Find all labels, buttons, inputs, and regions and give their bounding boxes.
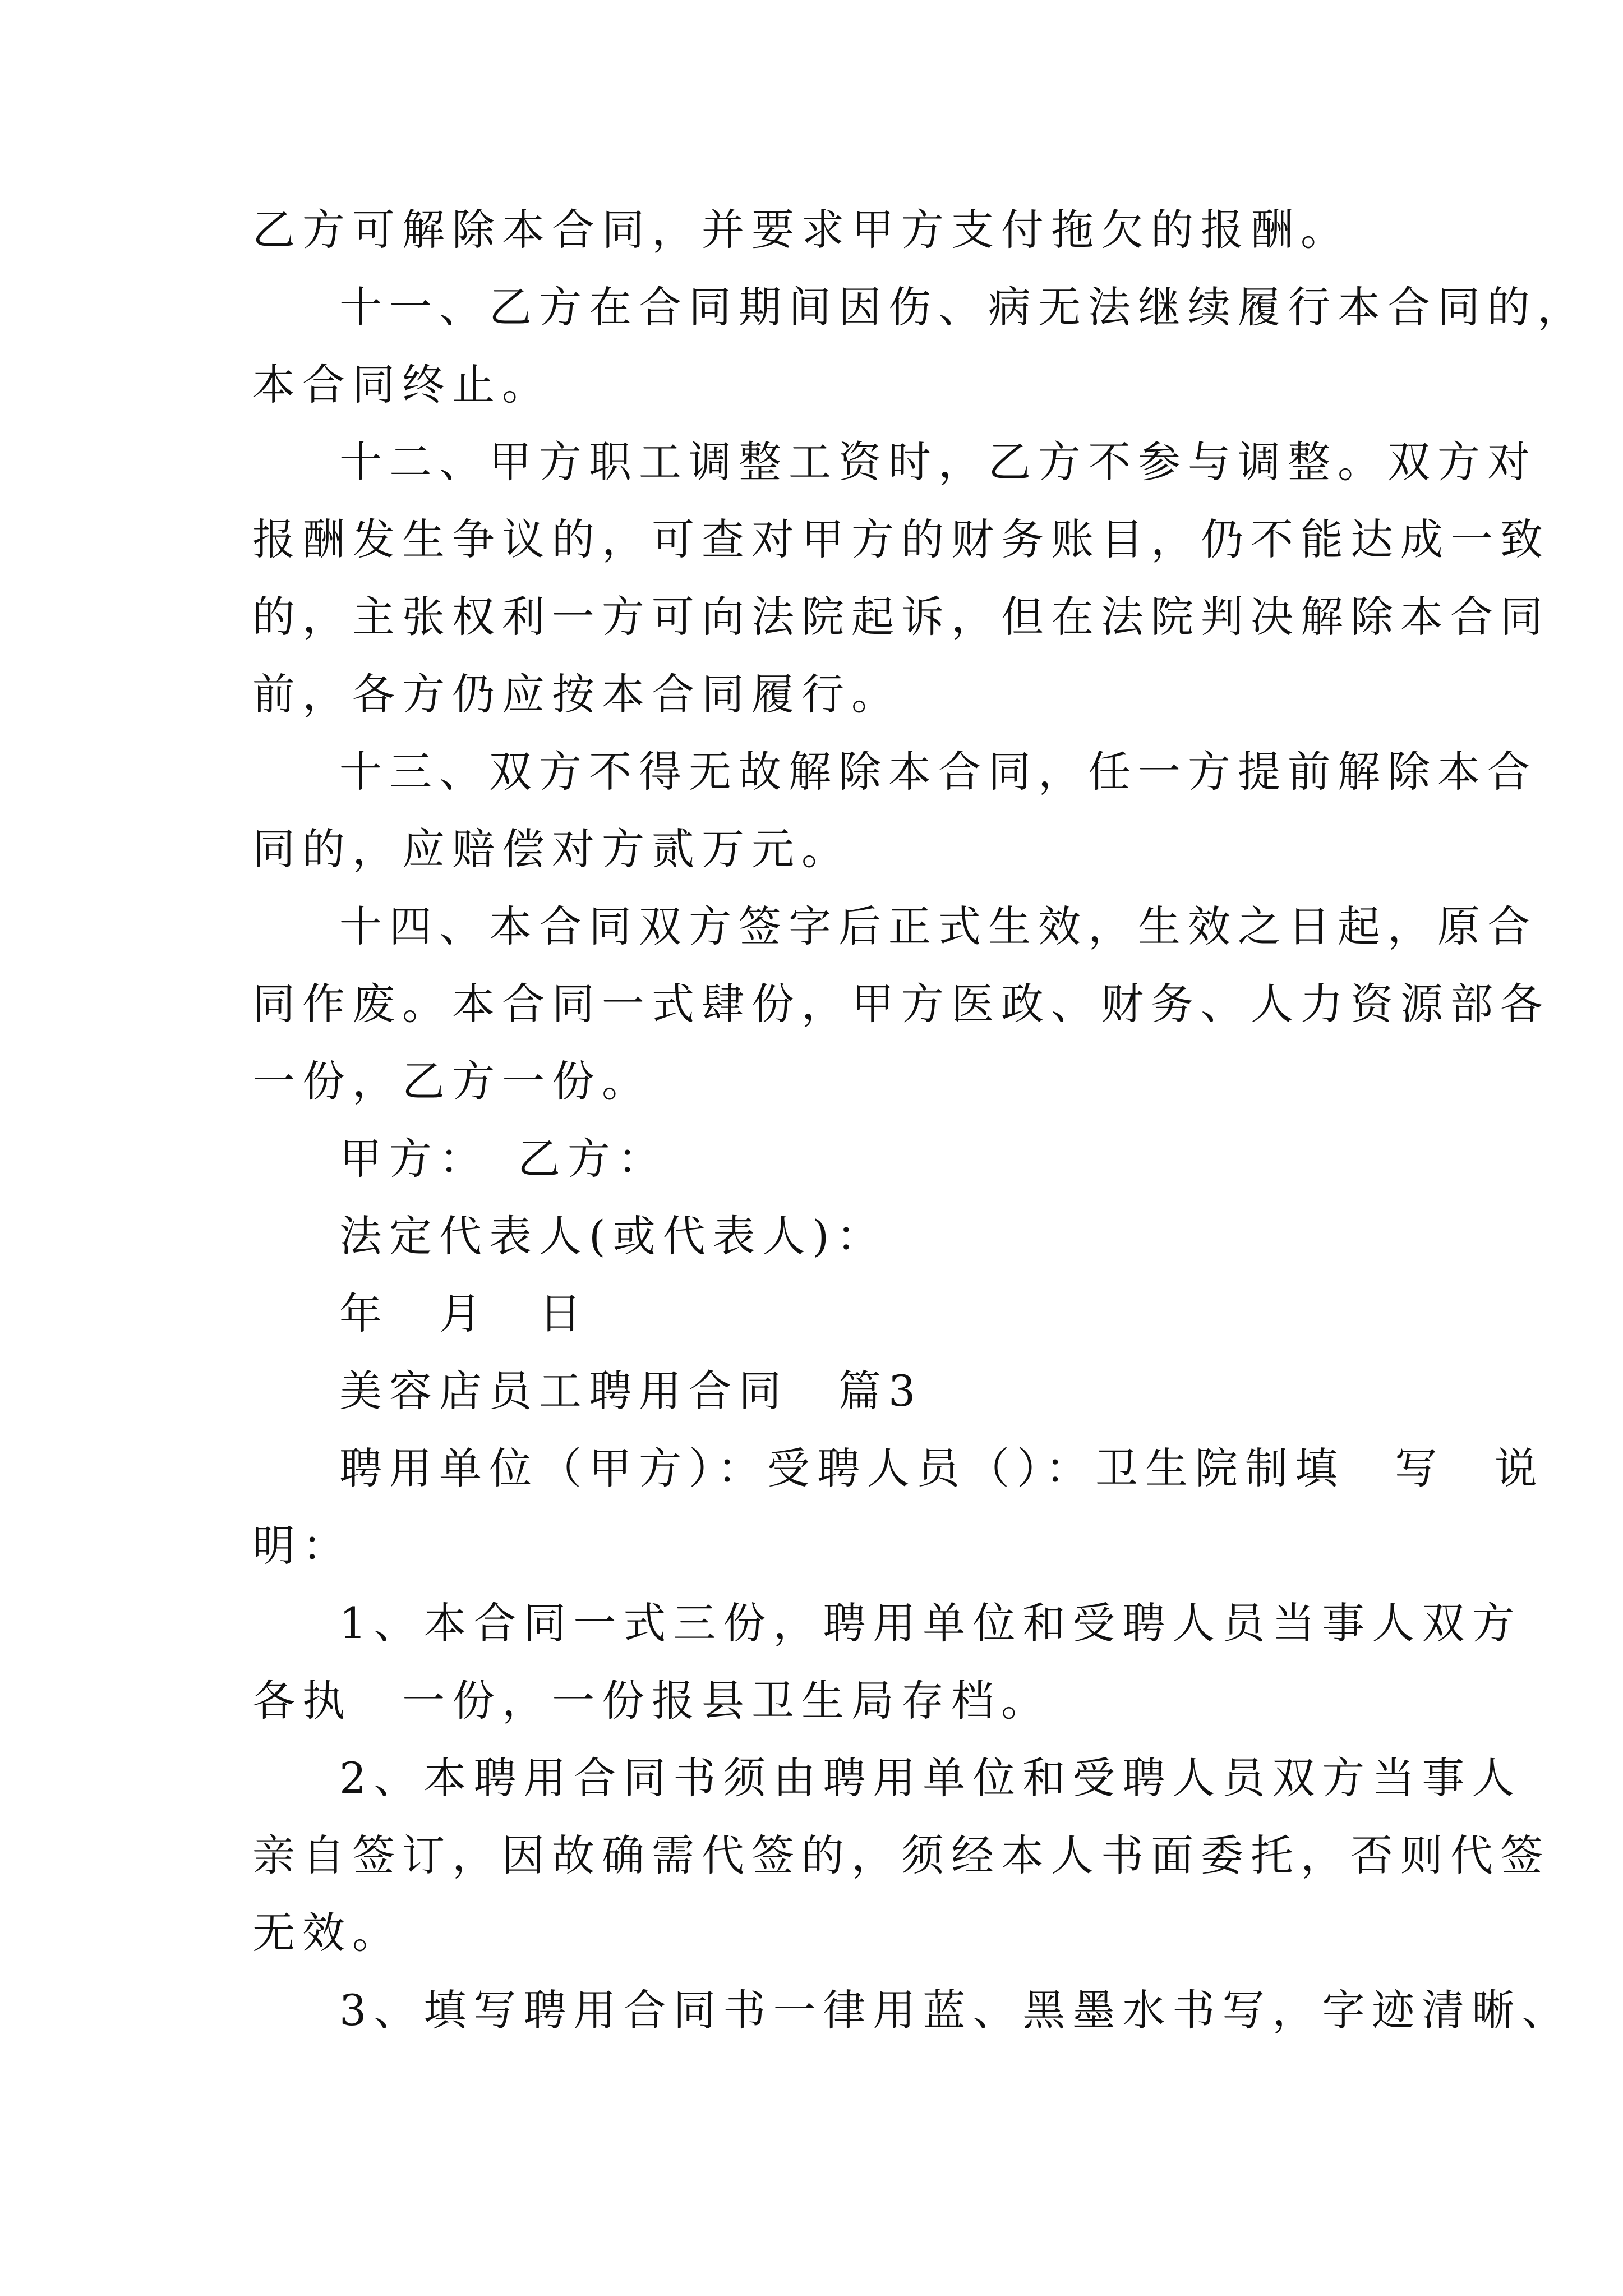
text-line: 本合同终止。 (252, 360, 552, 409)
text-line: 无效。 (252, 1908, 402, 1958)
text-line: 同的，应赔偿对方贰万元。 (252, 824, 851, 874)
text-line: 亲自签订，因故确需代签的，须经本人书面委托，否则代签 (252, 1830, 1550, 1880)
text-line: 十四、本合同双方签字后正式生效，生效之日起，原合 (339, 901, 1537, 951)
text-line: 3、填写聘用合同书一律用蓝、黑墨水书写，字迹清晰、 (339, 1985, 1572, 2035)
legal-representative: 法定代表人(或代表人)： (339, 1211, 887, 1261)
text-line: 各执 一份，一份报县卫生局存档。 (252, 1676, 1051, 1726)
text-line: 2、本聘用合同书须由聘用单位和受聘人员双方当事人 (339, 1753, 1522, 1803)
text-line: 的，主张权利一方可向法院起诉，但在法院判决解除本合同 (252, 592, 1550, 642)
date-line: 年 月 日 (339, 1289, 589, 1338)
text-line: 一份，乙方一份。 (252, 1056, 652, 1106)
text-line: 聘用单位（甲方）：受聘人员（）：卫生院制填 写 说 (339, 1443, 1544, 1493)
section-heading: 美容店员工聘用合同 篇3 (339, 1366, 923, 1416)
text-line: 乙方可解除本合同，并要求甲方支付拖欠的报酬。 (252, 205, 1350, 255)
text-line: 同作废。本合同一式肆份，甲方医政、财务、人力资源部各 (252, 979, 1550, 1029)
text-line: 十三、双方不得无故解除本合同，任一方提前解除本合 (339, 747, 1537, 797)
text-line: 1、本合同一式三份，聘用单位和受聘人员当事人双方 (339, 1598, 1522, 1648)
text-line: 前，各方仍应按本合同履行。 (252, 669, 901, 719)
text-line: 十二、甲方职工调整工资时，乙方不参与调整。双方对 (339, 437, 1537, 487)
signature-parties: 甲方： 乙方： (339, 1134, 667, 1184)
text-line: 十一、乙方在合同期间因伤、病无法继续履行本合同的， (339, 282, 1587, 332)
text-line: 报酬发生争议的，可查对甲方的财务账目，仍不能达成一致 (252, 514, 1550, 564)
text-line: 明： (252, 1521, 352, 1571)
